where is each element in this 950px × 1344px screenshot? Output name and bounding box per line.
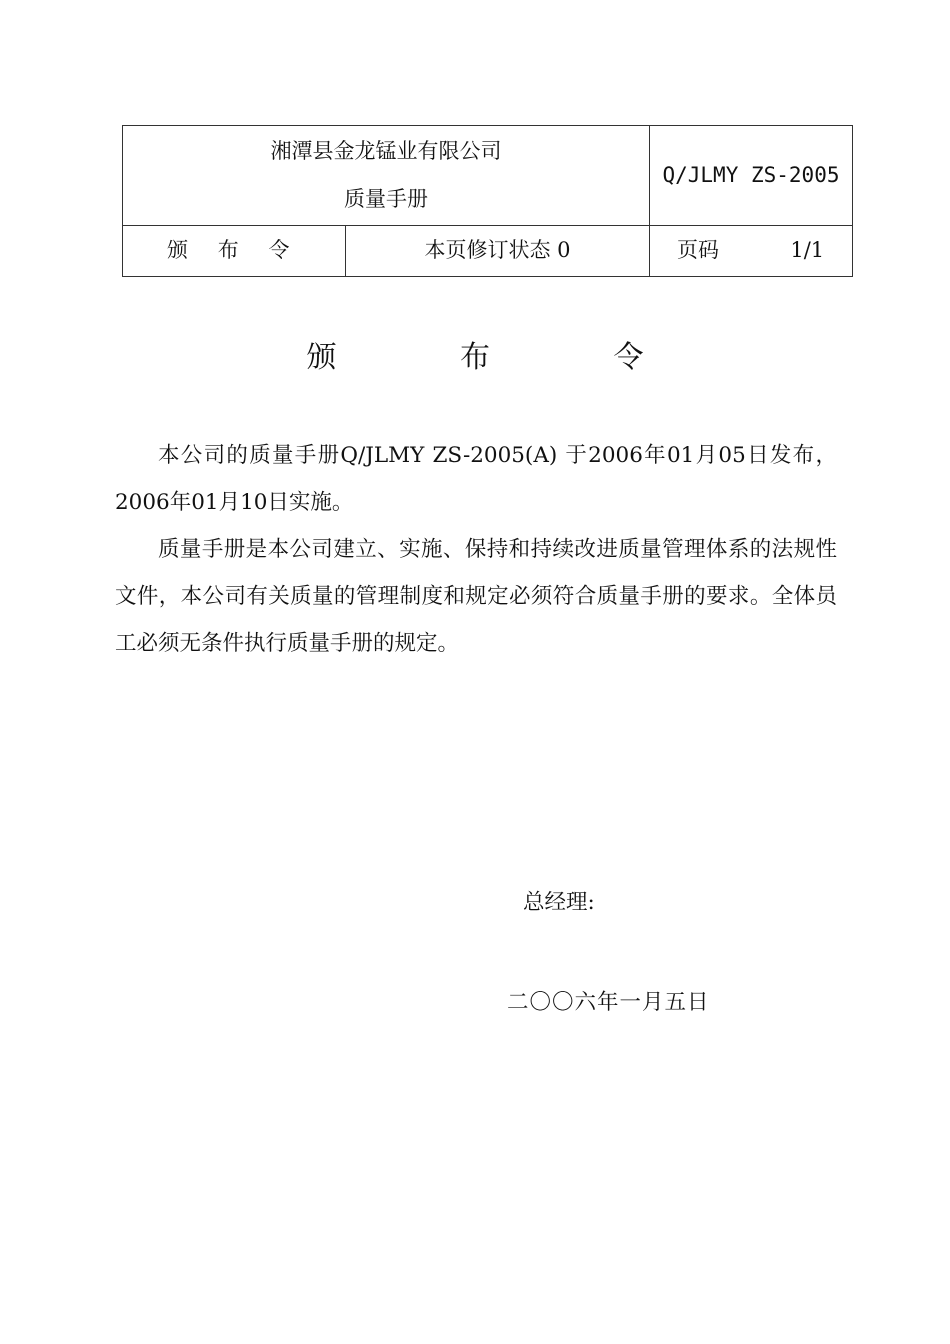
section-cell xyxy=(123,226,346,277)
body-paragraph-2: 质量手册是本公司建立、实施、保持和持续改进质量管理体系的法规性文件，本公司有关质量的管理制度和规定必须符合质量手册的要求。全体员工必须无条件执行质量手册的规定。 xyxy=(115,537,837,656)
body-paragraph-1: 本公司的质量手册Q/JLMY ZS-2005(A) 于2006年01月05日发布，2006年01月10日实施。 xyxy=(115,443,837,515)
page-label: 页码 xyxy=(677,238,719,263)
section-name: 颁 布 令 xyxy=(166,238,302,263)
document-code: Q/JLMY ZS-2005 xyxy=(650,126,853,226)
document-title: 颁 布 令 xyxy=(306,340,701,375)
page-value: 1/1 xyxy=(790,238,825,263)
document-header-table xyxy=(122,125,853,277)
signature-date: 二〇〇六年一月五日 xyxy=(507,990,710,1015)
company-name: 湘潭县金龙锰业有限公司 xyxy=(270,139,502,164)
manual-name: 质量手册 xyxy=(344,186,428,211)
signature-label: 总经理: xyxy=(523,890,595,915)
company-cell xyxy=(123,126,650,226)
document-body xyxy=(115,432,837,667)
page-number-cell xyxy=(650,226,853,277)
revision-status: 本页修订状态 0 xyxy=(346,226,650,277)
